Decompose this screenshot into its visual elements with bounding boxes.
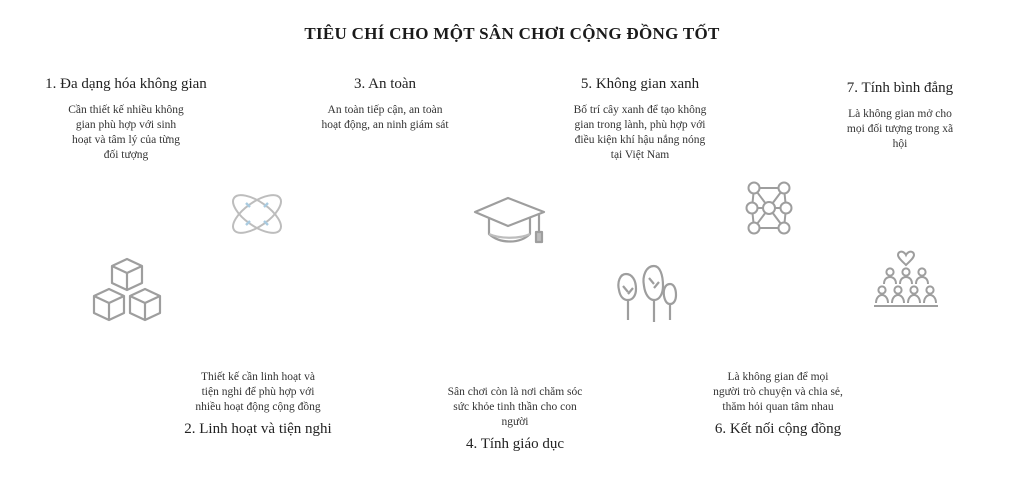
- criterion-3-desc: An toàn tiếp cận, an toàn hoạt động, an ninh giám sát: [321, 104, 449, 131]
- criterion-6: [698, 370, 858, 438]
- criterion-4-desc: Sân chơi còn là nơi chăm sóc sức khỏe tinh thần cho con người: [447, 386, 583, 428]
- criterion-1-desc: Cần thiết kế nhiều không gian phù hợp với sinh hoạt và tâm lý của từng đối tượng: [68, 104, 184, 161]
- criterion-5-heading: 5. Không gian xanh: [580, 76, 700, 92]
- criterion-5: [560, 76, 720, 163]
- diagram-title: TIÊU CHÍ CHO MỘT SÂN CHƠI CỘNG ĐỒNG TỐT: [304, 24, 720, 43]
- criterion-4: [440, 385, 590, 453]
- criterion-2-desc: Thiết kế cần linh hoạt và tiện nghi để phù hợp với nhiều hoạt động cộng đồng: [195, 371, 321, 413]
- criterion-3-heading: 3. An toàn: [353, 76, 417, 92]
- criterion-2: [180, 370, 336, 438]
- criterion-6-desc: Là không gian để mọi người trò chuyện và chia sẻ, thăm hỏi quan tâm nhau: [713, 371, 843, 413]
- community-icon: [874, 250, 938, 310]
- criterion-7: [840, 80, 960, 152]
- criterion-5-desc: Bố trí cây xanh để tạo không gian trong lành, phù hợp với điều kiện khí hậu nắng nóng tại Việt Nam: [573, 104, 707, 161]
- criterion-2-heading: 2. Linh hoạt và tiện nghi: [184, 421, 332, 437]
- criterion-6-heading: 6. Kết nối cộng đồng: [714, 421, 842, 437]
- criterion-1: [36, 76, 216, 163]
- criterion-3: [310, 76, 460, 133]
- criterion-7-desc: Là không gian mở cho mọi đối tượng trong xã hội: [846, 108, 954, 150]
- graduation-cap-icon: [472, 192, 550, 248]
- network-icon: [744, 180, 794, 236]
- trees-icon: [614, 262, 680, 326]
- cubes-icon: [88, 255, 166, 327]
- criterion-1-heading: 1. Đa dạng hóa không gian: [45, 76, 207, 92]
- criterion-4-heading: 4. Tính giáo dục: [465, 436, 565, 452]
- criterion-7-heading: 7. Tính bình đẳng: [846, 80, 954, 96]
- orbit-icon: [224, 184, 290, 244]
